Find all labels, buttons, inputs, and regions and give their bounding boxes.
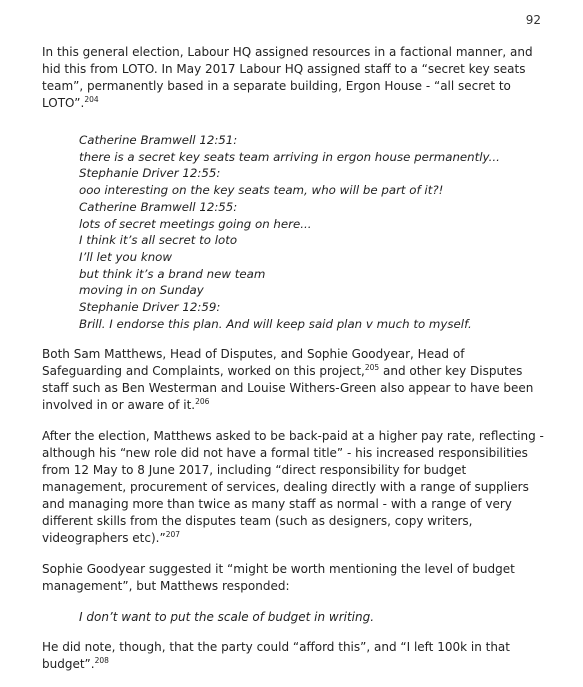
footnote-ref: 204 [84, 95, 99, 104]
chat-transcript [79, 132, 547, 332]
chat-line: I’ll let you know [79, 249, 173, 264]
footnote-ref: 207 [165, 530, 181, 540]
chat-line: but think it’s a brand new team [79, 266, 266, 281]
chat-line: ooo interesting on the key seats team, who will be part of it?! [79, 183, 444, 198]
chat-line: Brill. I endorse this plan. And will keep said plan v much to myself. [79, 316, 472, 331]
footnote-ref: 208 [94, 656, 109, 666]
document-body [42, 44, 547, 687]
paragraph-text: In this general election, Labour HQ assigned resources in a factional manner, and hid this from LOTO. In May 2017 Labour HQ assigned staff to a “secret key seats team”, permanently based in a separate building, Ergon House - “all secret to LOTO”. [42, 45, 533, 110]
block-quote: I don’t want to put the scale of budget in writing. [79, 610, 375, 625]
paragraph-text: Both Sam Matthews, Head of Disputes, and Sophie Goodyear, Head of Safeguarding and Complaints, worked on this project, [42, 347, 465, 379]
page-number: 92 [525, 13, 541, 27]
paragraph-text: After the election, Matthews asked to be back-paid at a higher pay rate, reflecting - although his “new role did not have a formal title” - his increased responsibilities from 12 May to 8 June 2017, including “direct responsibility for budget management, procurement of services, dealing directly with a range of suppliers and managing more than twice as many staff as normal - with a range of very different skills from the disputes team (such as designers, copy writers, videographers etc).” [42, 429, 544, 546]
footnote-ref: 206 [195, 397, 210, 407]
paragraph-text: Sophie Goodyear suggested it “might be worth mentioning the level of budget management”, but Matthews responded: [42, 562, 515, 594]
chat-line: Catherine Bramwell 12:51: [79, 133, 238, 147]
paragraph-text: and other key Disputes staff such as Ben Westerman and Louise Withers-Green also appear to have been involved in or aware of it. [42, 364, 534, 413]
paragraph-staff [42, 346, 547, 414]
chat-line: moving in on Sunday [79, 283, 204, 298]
chat-line: I think it’s all secret to loto [79, 233, 238, 248]
paragraph-key-seats [42, 44, 547, 112]
paragraph-text: He did note, though, that the party could “afford this”, and “I left 100k in that budget”. [42, 640, 510, 672]
chat-line: Catherine Bramwell 12:55: [79, 199, 238, 214]
paragraph-afford [42, 639, 547, 673]
chat-line: Stephanie Driver 12:59: [79, 300, 221, 315]
paragraph-budget-suggestion [42, 561, 547, 595]
chat-line: lots of secret meetings going on here... [79, 216, 312, 231]
footnote-ref: 205 [364, 363, 380, 373]
paragraph-back-pay [42, 428, 547, 547]
chat-line: Stephanie Driver 12:55: [79, 166, 221, 181]
chat-line: there is a secret key seats team arriving in ergon house permanently... [79, 149, 500, 164]
